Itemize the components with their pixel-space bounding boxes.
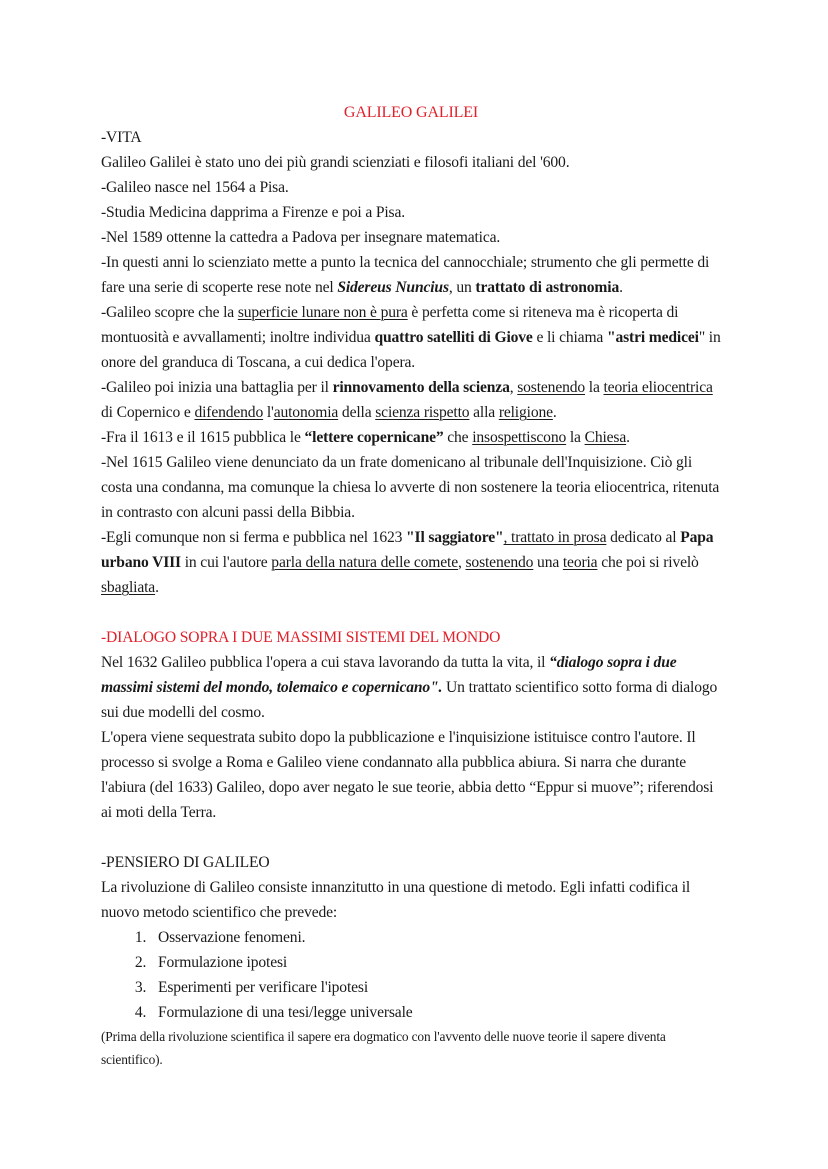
text-emphasis: quattro satelliti di Giove bbox=[374, 329, 533, 346]
paragraph: -Fra il 1613 e il 1615 pubblica le “lettere copernicane” che insospettiscono la Chiesa. bbox=[101, 429, 630, 446]
paragraph: -Galileo nasce nel 1564 a Pisa. bbox=[101, 179, 289, 196]
spacer bbox=[101, 825, 721, 850]
text-emphasis: autonomia bbox=[273, 404, 339, 421]
paragraph: Nel 1632 Galileo pubblica l'opera a cui stava lavorando da tutta la vita, il “dialogo sopra i due massimi sistemi del mondo, tolemaico e copernicano". Un trattato scientifico sotto forma di dialogo sui due modelli del cosmo. bbox=[101, 654, 718, 721]
paragraph: -Galileo poi inizia una battaglia per il rinnovamento della scienza, sostenendo la teoria eliocentrica di Copernico e difendendo l'autonomia della scienza rispetto alla religione. bbox=[101, 379, 713, 421]
text-emphasis: sostenendo bbox=[465, 554, 534, 571]
method-step: 2. Formulazione ipotesi bbox=[150, 950, 721, 975]
text-emphasis: Sidereus Nuncius bbox=[337, 279, 449, 296]
method-step: 3. Esperimenti per verificare l'ipotesi bbox=[150, 975, 721, 1000]
text-emphasis: rinnovamento della scienza bbox=[332, 379, 510, 396]
text-emphasis: superficie lunare non è pura bbox=[237, 304, 408, 321]
section-dialogo bbox=[101, 625, 721, 825]
document-title: GALILEO GALILEI bbox=[343, 104, 479, 121]
paragraph: La rivoluzione di Galileo consiste innanzitutto in una questione di metodo. Egli infatti codifica il nuovo metodo scientifico che prevede: bbox=[101, 879, 691, 921]
paragraph: -In questi anni lo scienziato mette a punto la tecnica del cannocchiale; strumento che gli permette di fare una serie di scoperte rese note nel Sidereus Nuncius, un trattato di astronomia. bbox=[101, 254, 710, 296]
section-heading-pensiero: -PENSIERO DI GALILEO bbox=[101, 854, 270, 871]
paragraph: Galileo Galilei è stato uno dei più grandi scienziati e filosofi italiani del '600. bbox=[101, 154, 570, 171]
paragraph: -Studia Medicina dapprima a Firenze e poi a Pisa. bbox=[101, 204, 405, 221]
text-emphasis: sbagliata bbox=[101, 579, 156, 596]
paragraph: -Galileo scopre che la superficie lunare non è pura è perfetta come si riteneva ma è ricoperta di montuosità e avvallamenti; inoltre individua quattro satelliti di Giove e li chiama "astri medicei" in onore del granduca di Toscana, a cui dedica l'opera. bbox=[101, 304, 721, 371]
text-emphasis: Papa urbano VIII bbox=[101, 529, 714, 571]
text-emphasis: teoria bbox=[562, 554, 598, 571]
section-heading-vita: -VITA bbox=[101, 129, 142, 146]
section-vita bbox=[101, 125, 721, 600]
text-emphasis: trattato di astronomia bbox=[475, 279, 620, 296]
paragraph: -Egli comunque non si ferma e pubblica nel 1623 "Il saggiatore", trattato in prosa dedicato al Papa urbano VIII in cui l'autore parla della natura delle comete, sostenendo una teoria che poi si rivelò sbagliata. bbox=[101, 529, 714, 596]
text-emphasis: insospettiscono bbox=[472, 429, 567, 446]
text-emphasis: teoria eliocentrica bbox=[603, 379, 713, 396]
text-emphasis: sostenendo bbox=[517, 379, 586, 396]
text-emphasis: “dialogo sopra i due massimi sistemi del mondo, tolemaico e copernicano". bbox=[101, 654, 677, 696]
spacer bbox=[101, 600, 721, 625]
text-emphasis: scienza rispetto bbox=[375, 404, 470, 421]
text-emphasis: difendendo bbox=[194, 404, 264, 421]
document-page bbox=[101, 100, 721, 1071]
text-emphasis: parla della natura delle comete bbox=[271, 554, 458, 571]
method-step: 4. Formulazione di una tesi/legge universale bbox=[150, 1000, 721, 1025]
paragraph: L'opera viene sequestrata subito dopo la pubblicazione e l'inquisizione istituisce contro l'autore. Il processo si svolge a Roma e Galileo viene condannato alla pubblica abiura. Si narra che durante l'abiura (del 1633) Galileo, dopo aver negato le sue teorie, abbia detto “Eppur si muove”; riferendosi ai moti della Terra. bbox=[101, 729, 714, 821]
text-emphasis: Chiesa bbox=[584, 429, 627, 446]
method-steps-list bbox=[101, 925, 721, 1025]
text-emphasis: religione bbox=[498, 404, 553, 421]
method-step: 1. Osservazione fenomeni. bbox=[150, 925, 721, 950]
paragraph: -Nel 1615 Galileo viene denunciato da un frate domenicano al tribunale dell'Inquisizione. Ciò gli costa una condanna, ma comunque la chiesa lo avverte di non sostenere la teoria eliocentrica, ritenuta in contrasto con alcuni passi della Bibbia. bbox=[101, 454, 720, 521]
section-heading-dialogo: -DIALOGO SOPRA I DUE MASSIMI SISTEMI DEL MONDO bbox=[101, 629, 501, 646]
text-emphasis: "astri medicei bbox=[606, 329, 699, 346]
paragraph: -Nel 1589 ottenne la cattedra a Padova per insegnare matematica. bbox=[101, 229, 501, 246]
text-emphasis: , trattato in prosa bbox=[503, 529, 607, 546]
section-pensiero bbox=[101, 850, 721, 1071]
text-emphasis: "Il saggiatore" bbox=[406, 529, 504, 546]
text-emphasis: “lettere copernicane” bbox=[304, 429, 444, 446]
footnote: (Prima della rivoluzione scientifica il sapere era dogmatico con l'avvento delle nuove teorie il sapere diventa scientifico). bbox=[101, 1029, 666, 1067]
